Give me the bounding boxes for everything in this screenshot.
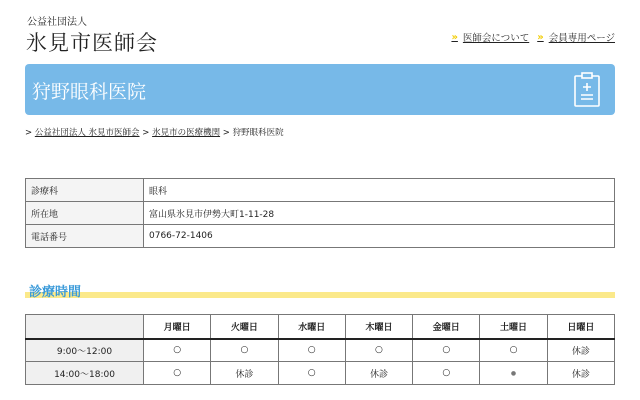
schedule-table [25,314,615,385]
schedule-cell: 休診 [345,362,412,385]
table-row [26,339,615,362]
table-row [26,202,615,225]
schedule-cell: 休診 [211,362,278,385]
table-row [26,362,615,385]
info-label: 電話番号 [26,225,144,248]
heading-underline [25,292,615,298]
breadcrumb-institutions[interactable]: 氷見市の医療機関 [152,128,221,138]
chevron-right-icon: » [537,31,544,43]
info-value: 富山県氷見市伊勢大町1-11-28 [144,202,615,225]
time-slot: 14:00～18:00 [26,362,144,385]
day-header: 火曜日 [211,315,278,339]
breadcrumb-home[interactable]: 公益社団法人 氷見市医師会 [34,128,140,138]
schedule-cell: ○ [413,362,480,385]
page-banner [25,64,615,115]
schedule-cell: ○ [278,362,345,385]
site-title[interactable]: 氷見市医師会 [26,31,158,55]
section-heading: 診療時間 [29,285,82,300]
table-row [26,225,615,248]
page-title: 狩野眼科医院 [32,81,147,103]
table-row [26,179,615,202]
schedule-cell: ○ [144,339,211,362]
schedule-header-row [26,315,615,339]
info-value: 眼科 [144,179,615,202]
schedule-cell: ○ [480,339,547,362]
header-nav [451,30,615,44]
info-label: 診療科 [26,179,144,202]
day-header: 木曜日 [345,315,412,339]
schedule-cell: ● [480,362,547,385]
schedule-cell: ○ [345,339,412,362]
schedule-cell: ○ [413,339,480,362]
breadcrumb-current: 狩野眼科医院 [232,128,284,138]
nav-members[interactable] [537,30,615,44]
schedule-cell: ○ [144,362,211,385]
day-header: 月曜日 [144,315,211,339]
info-value: 0766-72-1406 [144,225,615,248]
schedule-cell: 休診 [547,362,614,385]
chevron-right-icon: » [451,31,458,43]
org-subtitle: 公益社団法人 [27,17,87,28]
day-header: 日曜日 [547,315,614,339]
nav-about-label: 医師会について [462,33,530,44]
clipboard-plus-icon [573,72,601,108]
corner-cell [26,315,144,339]
day-header: 水曜日 [278,315,345,339]
schedule-cell: 休診 [547,339,614,362]
day-header: 土曜日 [480,315,547,339]
day-header: 金曜日 [413,315,480,339]
nav-members-label: 会員専用ページ [548,33,615,44]
schedule-cell: ○ [211,339,278,362]
info-label: 所在地 [26,202,144,225]
time-slot: 9:00～12:00 [26,339,144,362]
nav-about[interactable] [451,30,529,44]
info-table [25,178,615,248]
schedule-cell: ○ [278,339,345,362]
breadcrumb: > 公益社団法人 氷見市医師会 > 氷見市の医療機関 > 狩野眼科医院 [25,128,284,138]
